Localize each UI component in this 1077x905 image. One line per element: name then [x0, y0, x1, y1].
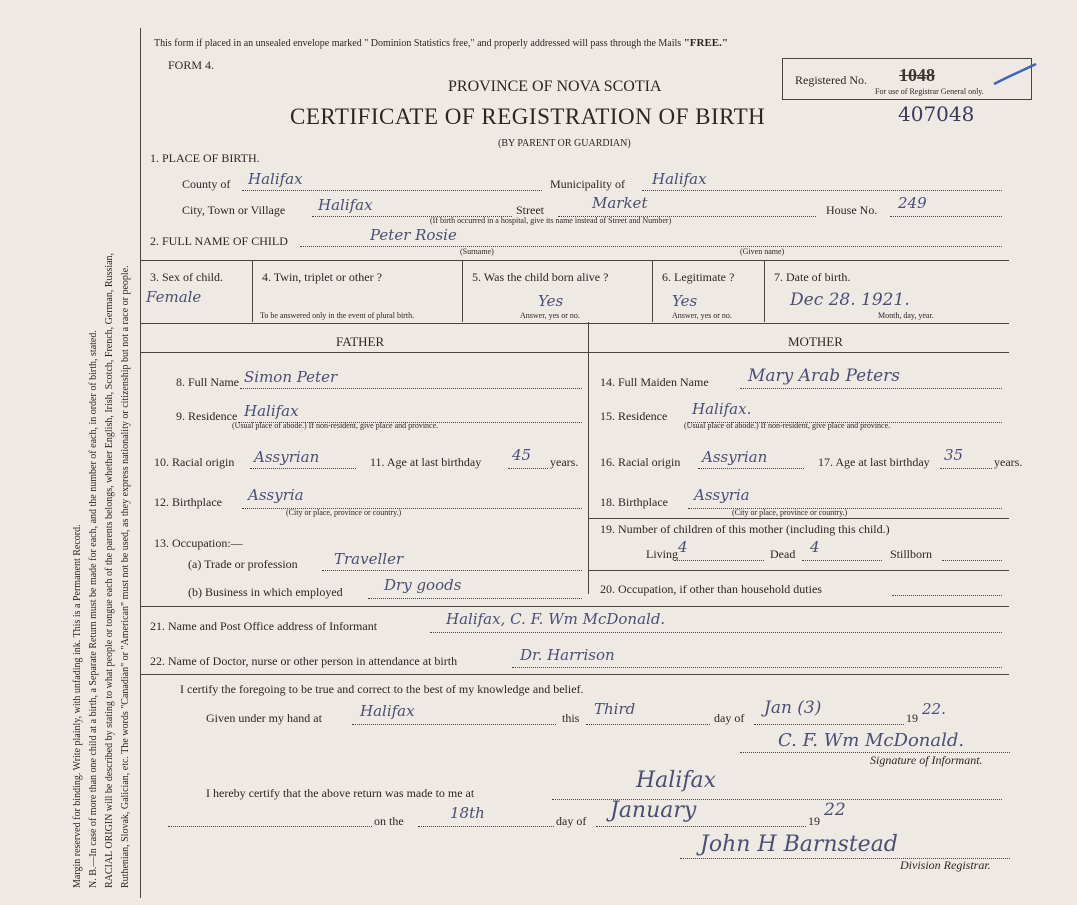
informant-signature: C. F. Wm McDonald.	[778, 730, 965, 751]
mother-name-label: 14. Full Maiden Name	[600, 375, 709, 389]
registrar-signature-label: Division Registrar.	[900, 858, 991, 872]
mother-birthplace-value: Assyria	[694, 486, 750, 504]
on-the-value: 18th	[450, 804, 485, 822]
registrar-statement: I hereby certify that the above return was made to me at	[206, 786, 475, 800]
form-number: FORM 4.	[168, 58, 215, 72]
margin-note-1: Margin reserved for binding. Write plainly, with unfading ink. This is a Permanent Record.	[72, 524, 83, 888]
father-age-value: 45	[512, 446, 532, 464]
father-birthplace-label: 12. Birthplace	[154, 495, 222, 509]
legit-note: Answer, yes or no.	[672, 311, 732, 320]
municipality-value: Halifax	[652, 170, 707, 188]
mother-racial-value: Assyrian	[702, 448, 768, 466]
binding-margin	[0, 0, 140, 905]
city-label: City, Town or Village	[182, 203, 286, 217]
year-value: 22.	[922, 700, 946, 718]
given-note: (Given name)	[740, 247, 785, 256]
children-label: 19. Number of children of this mother (including this child.)	[600, 522, 890, 536]
mother-age-label: 17. Age at last birthday	[818, 455, 930, 469]
registered-label: Registered No.	[795, 73, 867, 87]
alive-value: Yes	[538, 292, 564, 310]
father-abode-note: (Usual place of abode.) If non-resident, give place and province.	[232, 421, 439, 430]
county-label: County of	[182, 177, 231, 191]
doctor-value: Dr. Harrison	[520, 646, 615, 664]
father-residence-label: 9. Residence	[176, 409, 238, 423]
certify-statement: I certify the foregoing to be true and correct to the best of my knowledge and belief.	[180, 682, 584, 696]
margin-note-4: Ruthenian, Slovak, Galician, etc. The words "Canadian" or "American" must not be used, as they express nationality or citizenship but not a race or people.	[120, 265, 131, 888]
dead-value: 4	[810, 538, 820, 556]
registrar-signature: John H Barnstead	[700, 832, 898, 857]
given-label: Given under my hand at	[206, 711, 322, 725]
child-name-value: Peter Rosie	[370, 226, 457, 244]
father-birthplace-value: Assyria	[248, 486, 304, 504]
check-mark-icon	[990, 60, 1040, 90]
living-value: 4	[678, 538, 688, 556]
legit-label: 6. Legitimate ?	[662, 270, 735, 284]
mother-name-value: Mary Arab Peters	[748, 366, 900, 386]
day-of-label: day of	[714, 711, 745, 725]
hospital-note: (If birth occurred in a hospital, give its name instead of Street and Number)	[430, 216, 672, 225]
trade-value: Traveller	[334, 550, 404, 568]
alive-note: Answer, yes or no.	[520, 311, 580, 320]
registrar-year-prefix: 19	[808, 814, 820, 828]
father-residence-value: Halifax	[244, 402, 299, 420]
city-value: Halifax	[318, 196, 373, 214]
informant-label: 21. Name and Post Office address of Informant	[150, 619, 378, 633]
registrar-day-label: day of	[556, 814, 587, 828]
informant-signature-label: Signature of Informant.	[870, 753, 983, 767]
mother-abode-note: (Usual place of abode.) If non-resident, give place and province.	[684, 421, 891, 430]
on-the-label: on the	[374, 814, 404, 828]
father-racial-value: Assyrian	[254, 448, 320, 466]
twin-label: 4. Twin, triplet or other ?	[262, 270, 382, 284]
margin-note-3: RACIAL ORIGIN will be described by stating to what people or tongue each of the parents belongs, whether English, Irish, Scotch, French, German, Russian,	[104, 252, 115, 888]
province-heading: PROVINCE OF NOVA SCOTIA	[448, 78, 662, 95]
registrar-year-value: 22	[824, 800, 846, 820]
mail-note: This form if placed in an unsealed envelope marked " Dominion Statistics free," and properly addressed will pass through the Mails	[154, 38, 682, 49]
mother-birthplace-note: (City or place, province or country.)	[732, 508, 848, 517]
doctor-label: 22. Name of Doctor, nurse or other person in attendance at birth	[150, 654, 458, 668]
father-racial-label: 10. Racial origin	[154, 455, 235, 469]
legit-value: Yes	[672, 292, 698, 310]
date-note: Month, day, year.	[878, 311, 934, 320]
business-label: (b) Business in which employed	[188, 585, 343, 599]
father-years: years.	[550, 455, 579, 469]
surname-note: (Surname)	[460, 247, 494, 256]
registrar-day-value: January	[610, 798, 697, 823]
stillborn-label: Stillborn	[890, 547, 933, 561]
registered-note: For use of Registrar General only.	[875, 87, 984, 96]
mother-racial-label: 16. Racial origin	[600, 455, 681, 469]
mother-birthplace-label: 18. Birthplace	[600, 495, 668, 509]
child-name-label: 2. FULL NAME OF CHILD	[150, 234, 288, 248]
trade-label: (a) Trade or profession	[188, 557, 298, 571]
margin-rule	[140, 28, 141, 898]
registered-value: 1048	[899, 65, 935, 85]
house-label: House No.	[826, 203, 878, 217]
twin-note: To be answered only in the event of plural birth.	[260, 311, 415, 320]
father-age-label: 11. Age at last birthday	[370, 455, 482, 469]
date-label: 7. Date of birth.	[774, 270, 851, 284]
municipality-label: Municipality of	[550, 177, 625, 191]
father-name-value: Simon Peter	[244, 368, 338, 386]
father-birthplace-note: (City or place, province or country.)	[286, 508, 402, 517]
place-heading: 1. PLACE OF BIRTH.	[150, 151, 260, 165]
mother-residence-label: 15. Residence	[600, 409, 668, 423]
mother-years: years.	[994, 455, 1023, 469]
dead-label: Dead	[770, 547, 796, 561]
father-heading: FATHER	[336, 334, 385, 349]
occupation-label: 13. Occupation:—	[154, 536, 243, 550]
street-value: Market	[592, 194, 648, 212]
registrar-place: Halifax	[636, 768, 717, 793]
living-label: Living	[646, 547, 678, 561]
alive-label: 5. Was the child born alive ?	[472, 270, 609, 284]
certificate-title: CERTIFICATE OF REGISTRATION OF BIRTH	[290, 104, 766, 129]
informant-value: Halifax, C. F. Wm McDonald.	[446, 610, 666, 628]
this-value: Third	[594, 700, 636, 718]
year-prefix: 19	[906, 711, 918, 725]
stamp-number: 407048	[898, 102, 975, 126]
this-label: this	[562, 711, 580, 725]
father-name-label: 8. Full Name	[176, 375, 239, 389]
house-value: 249	[898, 194, 927, 212]
mother-occupation-label: 20. Occupation, if other than household duties	[600, 582, 822, 596]
sex-value: Female	[146, 288, 202, 306]
given-place: Halifax	[360, 702, 415, 720]
margin-note-2: N. B.—In case of more than one child at a birth, a Separate Return must be made for each, and the number of each, in order of birth, stated.	[88, 330, 99, 888]
mail-note-free: "FREE."	[683, 37, 729, 49]
date-value: Dec 28. 1921.	[790, 290, 910, 310]
mother-heading: MOTHER	[788, 334, 843, 349]
mother-age-value: 35	[944, 446, 964, 464]
day-of-value: Jan (3)	[764, 698, 822, 718]
sex-label: 3. Sex of child.	[150, 270, 223, 284]
county-value: Halifax	[248, 170, 303, 188]
business-value: Dry goods	[384, 576, 462, 594]
mother-residence-value: Halifax.	[692, 400, 752, 418]
street-label: Street	[516, 203, 544, 217]
certificate-subtitle: (BY PARENT OR GUARDIAN)	[498, 138, 631, 149]
